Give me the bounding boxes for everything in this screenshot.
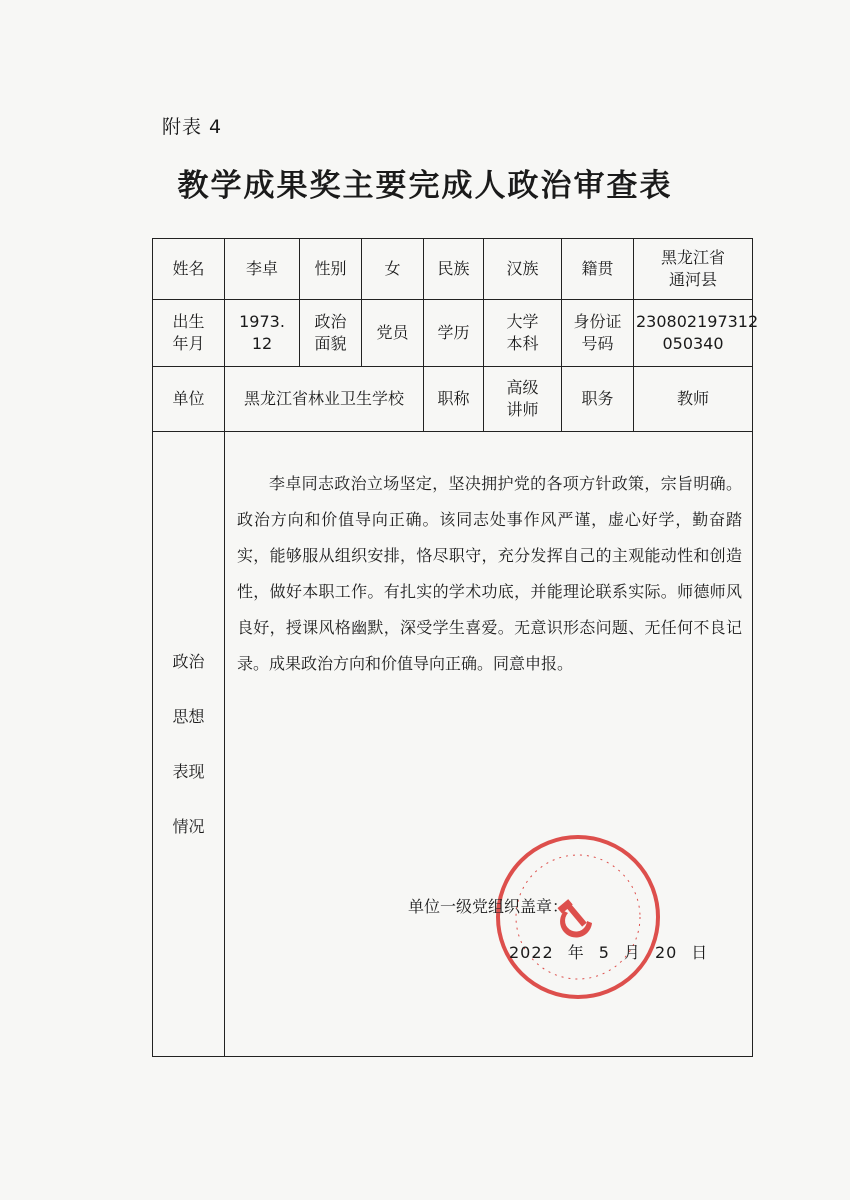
date-day: 20 xyxy=(654,943,678,962)
education-value xyxy=(484,300,562,367)
political-value: 党员 xyxy=(362,300,424,367)
id-number-value xyxy=(634,300,759,367)
review-form-table xyxy=(152,238,759,1057)
political-label-line-2: 面貌 xyxy=(314,334,347,353)
assessment-paragraph: 李卓同志政治立场坚定，坚决拥护党的各项方针政策，宗旨明确。政治方向和价值导向正确。该同志处事作风严谨，虚心好学，勤奋踏实，能够服从组织安排，恪尽职守，充分发挥自己的主观能动性和创造性，做好本职工作。有扎实的学术功底，并能理论联系实际。师德师风良好，授课风格幽默，深受学生喜爱。无意识形态问题、无任何不良记录。成果政治方向和价值导向正确。同意申报。 xyxy=(237,474,742,673)
political-performance-label xyxy=(153,432,225,1057)
origin-label: 籍贯 xyxy=(562,239,634,300)
education-value-line-2: 本科 xyxy=(506,334,539,353)
ethnicity-label: 民族 xyxy=(424,239,484,300)
performance-label-line-1: 政治 xyxy=(172,651,205,671)
table-row xyxy=(153,432,753,1057)
date-line xyxy=(509,942,722,964)
education-value-line-1: 大学 xyxy=(506,312,539,331)
gender-value: 女 xyxy=(362,239,424,300)
date-month: 5 xyxy=(598,943,610,962)
birth-label xyxy=(153,300,225,367)
origin-value-line-2: 通河县 xyxy=(668,270,717,289)
gender-label: 性别 xyxy=(300,239,362,300)
date-month-unit: 月 xyxy=(623,943,641,962)
birth-label-line-2: 年月 xyxy=(172,334,205,353)
date-day-unit: 日 xyxy=(691,943,709,962)
position-value: 教师 xyxy=(634,367,753,432)
name-value: 李卓 xyxy=(225,239,300,300)
date-year-unit: 年 xyxy=(567,943,585,962)
performance-label-line-2: 思想 xyxy=(172,706,205,726)
birth-label-line-1: 出生 xyxy=(172,312,205,331)
origin-value xyxy=(634,239,753,300)
performance-label-line-4: 情况 xyxy=(172,816,205,836)
ethnicity-value: 汉族 xyxy=(484,239,562,300)
document-title: 教学成果奖主要完成人政治审查表 xyxy=(177,168,673,204)
birth-value: 1973. 12 xyxy=(225,300,300,367)
title-value xyxy=(484,367,562,432)
education-label: 学历 xyxy=(424,300,484,367)
id-number-line-1: 230802197312 xyxy=(636,312,759,331)
political-performance-content xyxy=(225,432,753,1057)
unit-value: 黑龙江省林业卫生学校 xyxy=(225,367,424,432)
id-label-line-2: 号码 xyxy=(581,334,614,353)
unit-label: 单位 xyxy=(153,367,225,432)
name-label: 姓名 xyxy=(153,239,225,300)
title-value-line-1: 高级 xyxy=(506,378,539,397)
id-label-line-1: 身份证 xyxy=(573,312,622,331)
political-label-line-1: 政治 xyxy=(314,312,347,331)
appendix-label: 附表 4 xyxy=(162,116,223,138)
seal-label: 单位一级党组织盖章： xyxy=(408,897,569,916)
title-label: 职称 xyxy=(424,367,484,432)
table-row xyxy=(153,300,753,367)
table-row xyxy=(153,239,753,300)
performance-label-line-3: 表现 xyxy=(172,761,205,781)
id-number-line-2: 050340 xyxy=(662,334,724,353)
table-row xyxy=(153,367,753,432)
date-year: 2022 xyxy=(509,943,554,962)
origin-value-line-1: 黑龙江省 xyxy=(660,248,725,267)
position-label: 职务 xyxy=(562,367,634,432)
title-value-line-2: 讲师 xyxy=(506,400,539,419)
political-label xyxy=(300,300,362,367)
id-label xyxy=(562,300,634,367)
